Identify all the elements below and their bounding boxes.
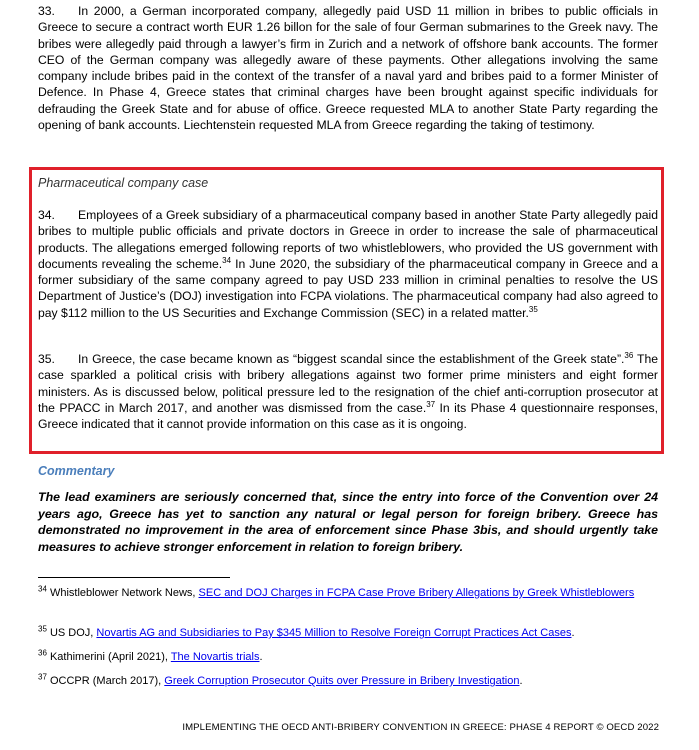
- paragraph-number: 34.: [38, 208, 55, 222]
- footnote-source: Whistleblower Network News,: [49, 587, 199, 599]
- footnote-divider: [38, 577, 230, 578]
- footnote-source: US DOJ,: [49, 627, 97, 639]
- footnote-link[interactable]: The Novartis trials: [170, 651, 260, 663]
- paragraph-35: [38, 351, 658, 432]
- footnote-suffix: .: [259, 651, 263, 663]
- section-heading: Pharmaceutical company case: [38, 176, 209, 190]
- footnote-link[interactable]: Novartis AG and Subsidiaries to Pay $345 Million to Resolve Foreign Corrupt Practices Act Cases: [96, 627, 572, 639]
- paragraph-33: [38, 3, 658, 133]
- paragraph-text: In its Phase 4 questionnaire responses, Greece indicated that it cannot provide information on this case as it is ongoing.: [38, 400, 658, 432]
- footnote-ref-37[interactable]: 37: [426, 399, 436, 409]
- page-footer: IMPLEMENTING THE OECD ANTI-BRIBERY CONVENTION IN GREECE: PHASE 4 REPORT © OECD 2022: [182, 722, 659, 733]
- footnote-37: [38, 674, 658, 689]
- paragraph-text: In 2000, a German incorporated company, allegedly paid USD 11 million in bribes to public officials in Greece to secure a contract worth EUR 1.26 billon for the sale of four German submarines to the Greek navy. The bribes were allegedly paid through a lawyer’s firm in Zurich and a network of offshore bank accounts. The former CEO of the German company was allegedly aware of these payments. Other allegations involving the same company include bribes paid in the context of the transfer of a naval yard and bribes paid to a former Minister of Defence. In Phase 4, Greece states that criminal charges have been brought against specific individuals for defrauding the Greek State and for abuse of office. Greece requested MLA to another State Party regarding the opening of bank accounts. Liechtenstein requested MLA from Greece regarding the taking of testimony.: [38, 4, 658, 133]
- paragraph-text: Employees of a Greek subsidiary of a pharmaceutical company based in another State Party allegedly paid bribes to multiple public officials and private doctors in Greece in order to increase the sale of pharmaceutical products. The allegations emerged following reports of two whistleblowers, who provided the US government with documents revealing the scheme.: [38, 208, 658, 271]
- footnote-suffix: .: [519, 675, 523, 687]
- footnote-number: 37: [38, 672, 47, 682]
- footnote-link[interactable]: Greek Corruption Prosecutor Quits over Pressure in Bribery Investigation: [164, 675, 520, 687]
- footnote-number: 36: [38, 648, 47, 658]
- footnote-ref-36[interactable]: 36: [624, 350, 634, 360]
- footnote-suffix: .: [571, 627, 575, 639]
- paragraph-34: [38, 207, 658, 321]
- paragraph-number: 33.: [38, 4, 55, 18]
- footnote-number: 34: [38, 584, 47, 594]
- commentary-title: Commentary: [38, 464, 115, 478]
- footnote-35: [38, 626, 658, 641]
- footnote-ref-34[interactable]: 34: [222, 255, 232, 265]
- paragraph-text: In June 2020, the subsidiary of the pharmaceutical company in Greece and a former subsidiary of the same company agreed to pay USD 233 million in criminal penalties to resolve the US Department of Justice’s (DOJ) investigation into FCPA violations. The pharmaceutical company had also agreed to pay $112 million to the US Securities and Exchange Commission (SEC) in a related matter.: [38, 256, 658, 320]
- footnote-36: [38, 650, 658, 665]
- footnote-source: Kathimerini (April 2021),: [49, 651, 171, 663]
- paragraph-number: 35.: [38, 352, 55, 366]
- footnote-ref-35[interactable]: 35: [528, 304, 538, 314]
- footnote-source: OCCPR (March 2017),: [49, 675, 165, 687]
- footnote-number: 35: [38, 624, 47, 634]
- paragraph-text: The case sparkled a political crisis with bribery allegations against two former prime ministers and eight former ministers. As is discussed below, political pressure led to the resignation of the chief anti-corruption prosecutor at the PPACC in March 2017, and another was dismissed from the case.: [38, 352, 659, 415]
- commentary-text: The lead examiners are seriously concerned that, since the entry into force of the Convention over 24 years ago, Greece has yet to sanction any natural or legal person for foreign bribery. Greece has demonstrated no improvement in the area of enforcement since Phase 3bis, and should urgently take measures to achieve stronger enforcement in relation to foreign bribery.: [38, 490, 658, 554]
- footnote-link[interactable]: SEC and DOJ Charges in FCPA Case Prove Bribery Allegations by Greek Whistleblowers: [198, 587, 635, 599]
- footnote-34: [38, 586, 658, 601]
- paragraph-text: In Greece, the case became known as “biggest scandal since the establishment of the Greek state”.: [78, 352, 625, 366]
